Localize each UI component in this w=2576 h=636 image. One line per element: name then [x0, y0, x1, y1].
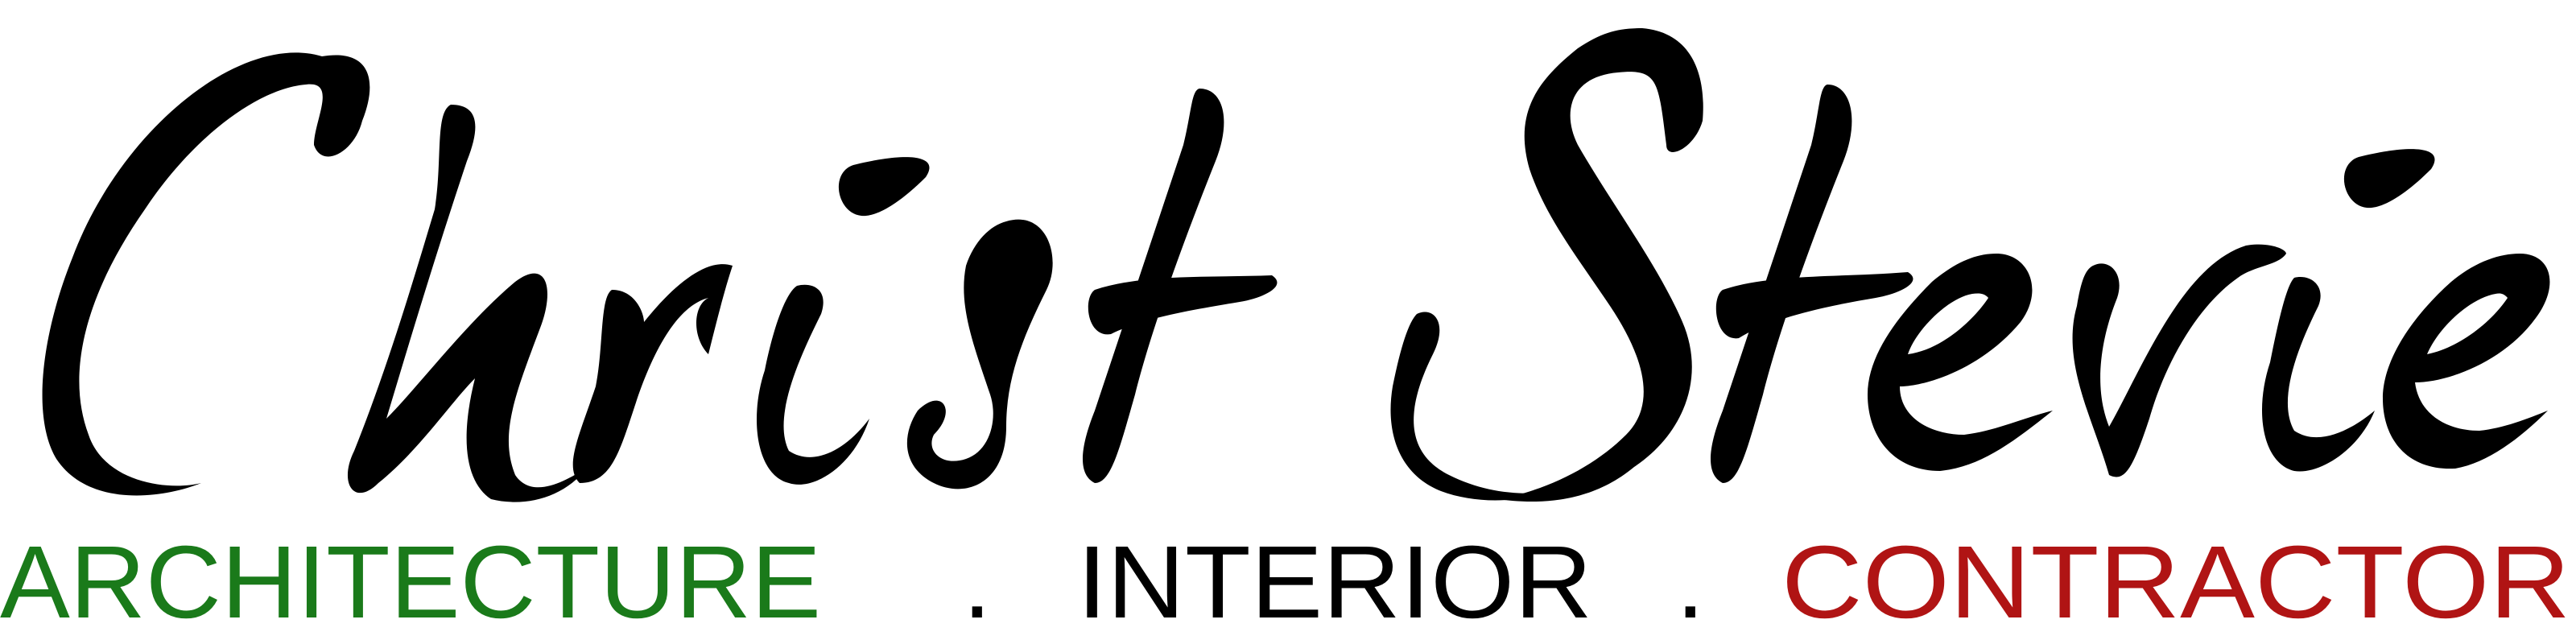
- tagline-interior: INTERIOR: [1077, 525, 1592, 636]
- tagline-contractor: CONTRACTOR: [1781, 525, 2570, 636]
- tagline-architecture: ARCHITECTURE: [0, 525, 822, 636]
- tagline-separator-2: .: [1676, 525, 1705, 636]
- tagline-svg: [0, 515, 2576, 636]
- script-logo-lettering: [43, 28, 2550, 502]
- tagline: [0, 515, 2576, 636]
- tagline-separator-1: .: [963, 525, 992, 636]
